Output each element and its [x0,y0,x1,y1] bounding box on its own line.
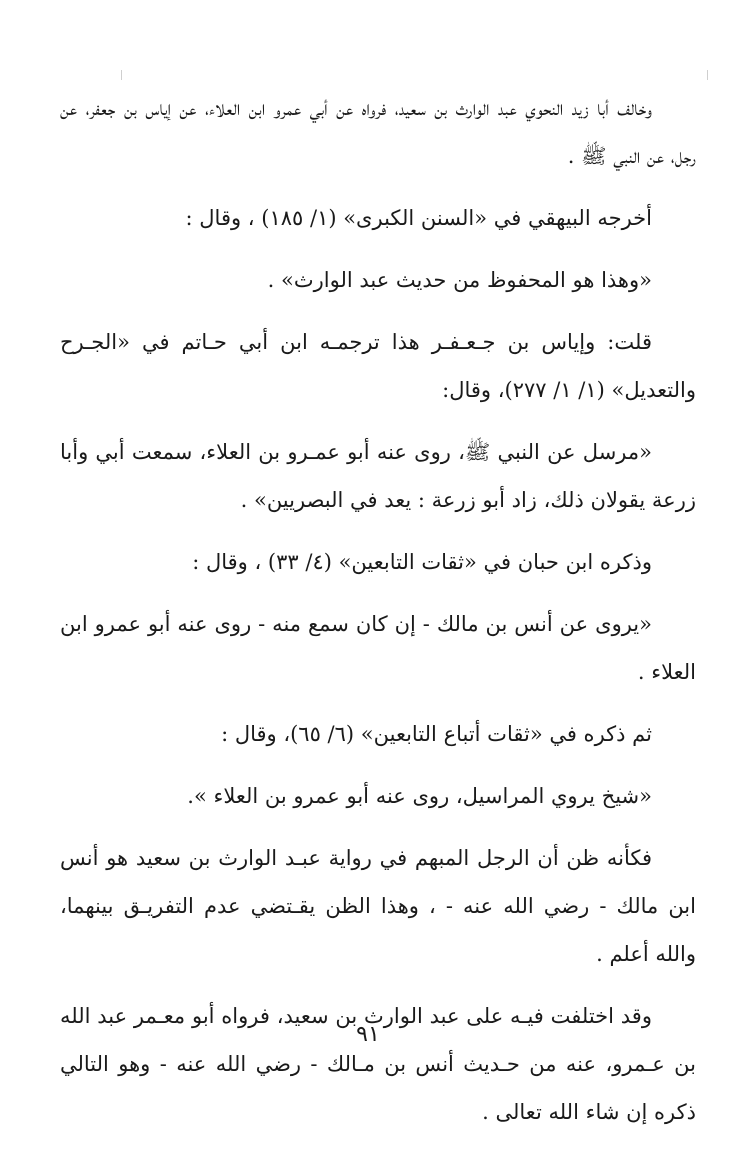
scan-mark-side [707,70,708,80]
page-body [60,84,696,1150]
paragraph-1: وخالف أبا زيد النحوي عبد الوارث بن سعيد، فرواه عن أبي عمرو ابن العلاء، عن إياس بن جعفر، عن رجل، عن النبي ﷺ . [60,96,696,168]
paragraph-2: أخرجه البيهقي في «السنن الكبرى» (١/ ١٨٥) ، وقال : [185,206,652,230]
scan-mark-top [121,70,122,80]
paragraph-9: «شيخ يروي المراسيل، روى عنه أبو عمرو بن العلاء ». [187,784,652,808]
paragraph-10: فكأنه ظن أن الرجل المبهم في رواية عبـد الوارث بن سعيد هو أنس ابن مالك - رضي الله عنه - ، وهذا الظن يقـتضي عدم التفريـق بينهما، والله أعلم . [60,846,696,966]
paragraph-5: «مرسل عن النبي ﷺ، روى عنه أبو عمـرو بن العلاء، سمعت أبي وأبا زرعة يقولان ذلك، زاد أبو زرعة : يعد في البصريين» . [60,440,696,512]
paragraph-3: «وهذا هو المحفوظ من حديث عبد الوارث» . [267,268,652,292]
paragraph-4: قلت: وإياس بن جـعـفـر هذا ترجمـه ابن أبي حـاتم في «الجـرح والتعديل» (١/ ١/ ٢٧٧)، وقال: [60,330,696,402]
paragraph-6: وذكره ابن حبان في «ثقات التابعين» (٤/ ٣٣) ، وقال : [192,550,652,574]
page-number: ٩١ [356,1022,380,1047]
paragraph-11: وقد اختلفت فيـه على عبد الوارث بن سعيد، فرواه أبو معـمر عبد الله بن عـمرو، عنه من حـديث أنس بن مـالك - رضي الله عنه - وهو التالي ذكره إن شاء الله تعالى . [60,1004,696,1124]
paragraph-7: «يروى عن أنس بن مالك - إن كان سمع منه - روى عنه أبو عمرو ابن العلاء . [60,612,696,684]
paragraph-8: ثم ذكره في «ثقات أتباع التابعين» (٦/ ٦٥)، وقال : [221,722,652,746]
